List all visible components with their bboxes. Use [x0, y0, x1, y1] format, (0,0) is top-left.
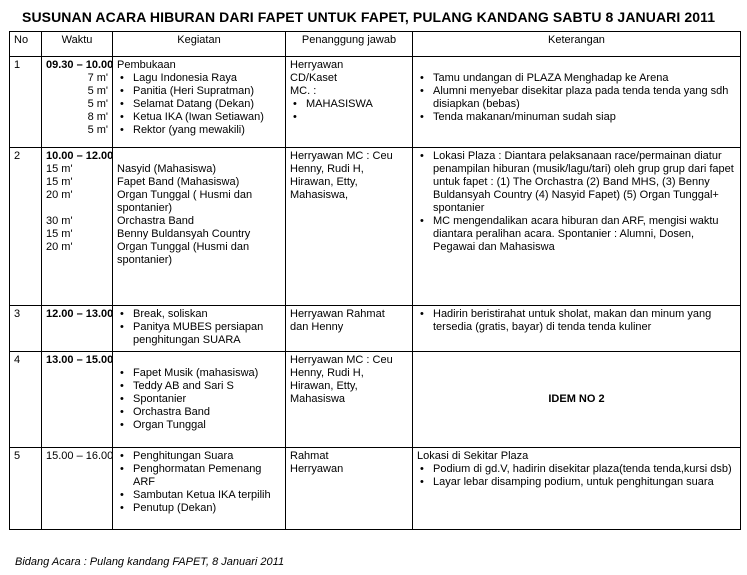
table-row — [10, 57, 741, 148]
schedule-table — [9, 31, 741, 530]
row-penanggung-jawab: Herryawan Rahmat dan Henny — [286, 306, 413, 352]
header-waktu: Waktu — [42, 32, 113, 57]
keterangan-heading: Lokasi di Sekitar Plaza — [417, 450, 529, 462]
list-item: Nasyid (Mahasiswa) — [117, 163, 217, 175]
table-row — [10, 306, 741, 352]
time-range: 12.00 – 13.00 — [46, 308, 114, 320]
row-keterangan — [413, 306, 741, 352]
row-penanggung-jawab: Rahmat Herryawan — [286, 448, 413, 530]
time-range: 15.00 – 16.00 — [46, 450, 114, 462]
row-no: 2 — [10, 148, 42, 306]
table-row — [10, 352, 741, 448]
row-keterangan — [413, 57, 741, 148]
list-item: • Penghormatan Pemenang ARF — [117, 463, 281, 489]
row-penanggung-jawab: Herryawan MC : Ceu Henny, Rudi H, Hirawan, Etty, Mahasiswa, — [286, 148, 413, 306]
list-item: • Ketua IKA (Iwan Setiawan) — [117, 111, 281, 124]
duration: 5 m' — [87, 98, 108, 110]
list-item: • Penghitungan Suara — [117, 450, 281, 463]
table-row — [10, 448, 741, 530]
row-keterangan — [413, 448, 741, 530]
list-item: • MAHASISWA — [290, 98, 408, 111]
header-kegiatan: Kegiatan — [113, 32, 286, 57]
duration: 5 m' — [87, 124, 108, 136]
row-keterangan — [413, 148, 741, 306]
footer-note: Bidang Acara : Pulang kandang FAPET, 8 Januari 2011 — [15, 556, 285, 568]
row-waktu — [42, 306, 113, 352]
duration: 20 m' — [46, 189, 73, 201]
list-item: • Alumni menyebar disekitar plaza pada tenda tenda yang sdh disiapkan (bebas) — [417, 85, 736, 111]
row-waktu — [42, 148, 113, 306]
header-no: No — [10, 32, 42, 57]
list-item: • Orchastra Band — [117, 406, 281, 419]
row-kegiatan — [113, 448, 286, 530]
list-item: • Layar lebar disamping podium, untuk penghitungan suara — [417, 476, 736, 489]
row-no: 5 — [10, 448, 42, 530]
time-range: 13.00 – 15.00 — [46, 354, 114, 366]
duration: 15 m' — [46, 163, 73, 175]
duration: 15 m' — [46, 228, 73, 240]
time-range: 09.30 – 10.00 — [46, 59, 114, 71]
list-item: • Organ Tunggal — [117, 419, 281, 432]
list-item: • Hadirin beristirahat untuk sholat, makan dan minum yang tersedia (gratis, bayar) di tenda tenda kuliner — [417, 308, 736, 334]
duration: 30 m' — [46, 215, 73, 227]
idem-note: IDEM NO 2 — [548, 393, 605, 405]
list-item: • Selamat Datang (Dekan) — [117, 98, 281, 111]
table-header-row — [10, 32, 741, 57]
list-item: • Lagu Indonesia Raya — [117, 72, 281, 85]
list-item: • Tenda makanan/minuman sudah siap — [417, 111, 736, 124]
kegiatan-heading: Pembukaan — [117, 59, 176, 71]
time-range: 10.00 – 12.00 — [46, 150, 114, 162]
list-item: • Lokasi Plaza : Diantara pelaksanaan race/permainan diatur penampilan hiburan (musik/lagu/tari) oleh grup grup dari fapet untuk fapet : (1) The Orchastra (2) Band MHS, (3) Benny Buldansyah Country (4) Nasyid Fapet) (5) Organ Tunggal+ spontanier — [417, 150, 736, 215]
table-row — [10, 148, 741, 306]
row-penanggung-jawab: Herryawan MC : Ceu Henny, Rudi H, Hirawan, Etty, Mahasiswa — [286, 352, 413, 448]
list-item: • Podium di gd.V, hadirin disekitar plaza(tenda tenda,kursi dsb) — [417, 463, 736, 476]
list-item: • Rektor (yang mewakili) — [117, 124, 281, 137]
list-item: • Tamu undangan di PLAZA Menghadap ke Arena — [417, 72, 736, 85]
row-no: 4 — [10, 352, 42, 448]
row-waktu — [42, 57, 113, 148]
list-item: Fapet Band (Mahasiswa) — [117, 176, 240, 188]
row-waktu — [42, 448, 113, 530]
row-keterangan — [413, 352, 741, 448]
list-item: • Teddy AB and Sari S — [117, 380, 281, 393]
row-kegiatan — [113, 57, 286, 148]
header-keterangan: Keterangan — [413, 32, 741, 57]
list-item: Benny Buldansyah Country — [117, 228, 251, 240]
duration: 5 m' — [87, 85, 108, 97]
row-kegiatan — [113, 306, 286, 352]
duration: 20 m' — [46, 241, 73, 253]
row-kegiatan — [113, 352, 286, 448]
list-item: • Fapet Musik (mahasiswa) — [117, 367, 281, 380]
row-kegiatan — [113, 148, 286, 306]
duration: 7 m' — [87, 72, 108, 84]
list-item: Organ Tunggal (Husmi dan spontanier) — [117, 241, 250, 266]
document-title: SUSUNAN ACARA HIBURAN DARI FAPET UNTUK FAPET, PULANG KANDANG SABTU 8 JANUARI 2011 — [22, 9, 716, 25]
duration: 15 m' — [46, 176, 73, 188]
row-penanggung-jawab: Herryawan CD/Kaset MC. : • MAHASISWA — [286, 57, 413, 148]
row-waktu — [42, 352, 113, 448]
list-item: Orchastra Band — [117, 215, 195, 227]
list-item: • Panitya MUBES persiapan penghitungan SUARA — [117, 321, 281, 347]
list-item: • Panitia (Heri Supratman) — [117, 85, 281, 98]
row-no: 3 — [10, 306, 42, 352]
list-item: • Spontanier — [117, 393, 281, 406]
list-item: Organ Tunggal ( Husmi dan spontanier) — [117, 189, 253, 214]
duration: 8 m' — [87, 111, 108, 123]
row-no: 1 — [10, 57, 42, 148]
list-item: • Sambutan Ketua IKA terpilih — [117, 489, 281, 502]
list-item: • MC mengendalikan acara hiburan dan ARF, mengisi waktu diantara peralihan acara. Spontanier : Alumni, Dosen, Pegawai dan Mahasiswa — [417, 215, 736, 254]
list-item: • Break, soliskan — [117, 308, 281, 321]
list-item: • Penutup (Dekan) — [117, 502, 281, 515]
header-penanggung-jawab: Penanggung jawab — [286, 32, 413, 57]
